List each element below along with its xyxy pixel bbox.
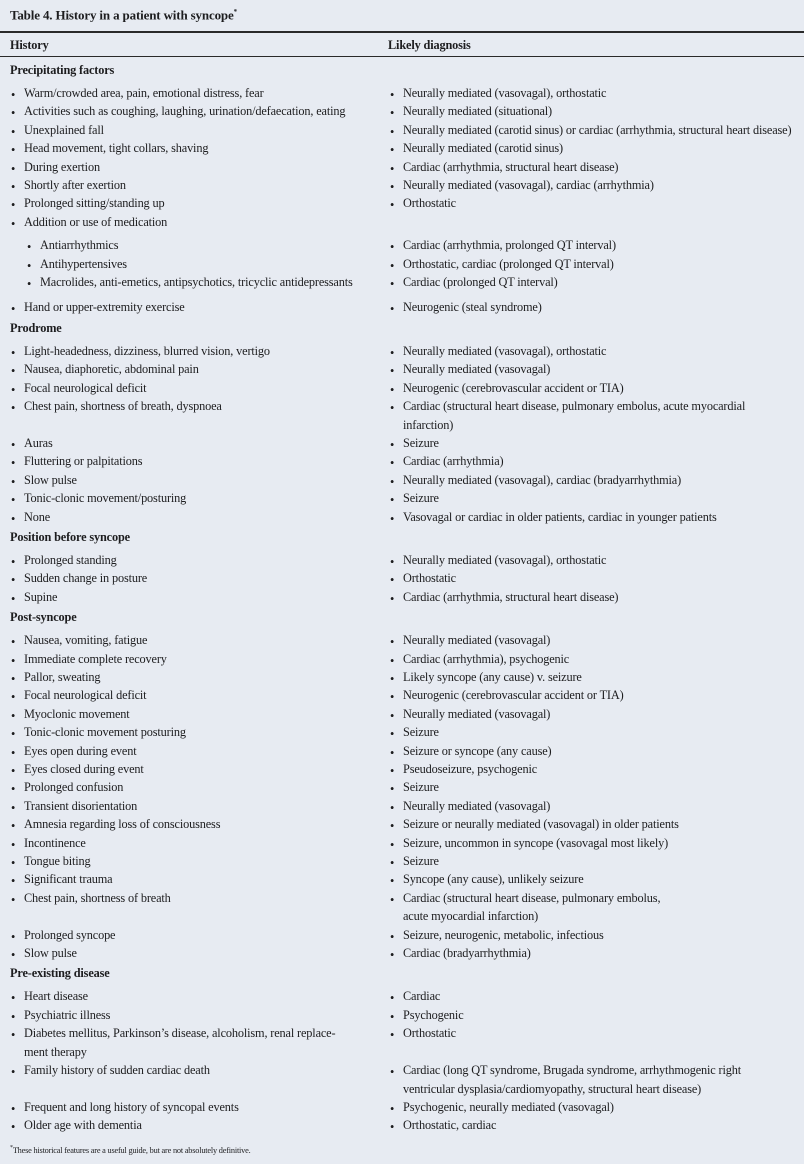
history-cell: • Auras (24, 436, 53, 450)
diagnosis-cell: • Seizure, neurogenic, metabolic, infectious (403, 928, 604, 942)
history-cell: • Prolonged confusion (24, 780, 123, 794)
history-cell: • Transient disorientation (24, 799, 137, 813)
history-cell: • Nausea, diaphoretic, abdominal pain (24, 362, 199, 376)
diagnosis-cell: • Neurally mediated (vasovagal), orthostatic (403, 344, 606, 358)
table-row (0, 434, 804, 452)
table-row (0, 944, 804, 962)
table-row (0, 1024, 804, 1061)
history-cell: • Focal neurological deficit (24, 381, 146, 395)
history-cell: • Incontinence (24, 836, 86, 850)
history-cell: • Older age with dementia (24, 1118, 142, 1132)
section-heading: Pre-existing disease (10, 966, 110, 981)
table-row (0, 158, 804, 176)
history-cell: • Unexplained fall (24, 123, 104, 137)
history-cell: • Tonic-clonic movement/posturing (24, 491, 186, 505)
diagnosis-cell: • Neurogenic (cerebrovascular accident or TIA) (403, 381, 624, 395)
table-row (0, 298, 804, 316)
diagnosis-cell: • Neurally mediated (vasovagal), cardiac (arrhythmia) (403, 178, 654, 192)
table-row (0, 834, 804, 852)
history-cell: • Tonic-clonic movement posturing (24, 725, 186, 739)
diagnosis-cell: • Seizure (403, 854, 439, 868)
table-body (0, 59, 804, 1135)
history-cell: • Prolonged sitting/standing up (24, 196, 164, 210)
diagnosis-cell: • Cardiac (arrhythmia), psychogenic (403, 652, 569, 666)
table-row (0, 987, 804, 1005)
footnote-text: These historical features are a useful guide, but are not absolutely definitive. (12, 1145, 251, 1155)
history-cell: • Eyes open during event (24, 744, 136, 758)
history-cell: • Activities such as coughing, laughing, urination/defaecation, eating (24, 104, 345, 118)
history-cell: • During exertion (24, 160, 100, 174)
diagnosis-cell: • Neurally mediated (carotid sinus) or cardiac (arrhythmia, structural heart disease) (403, 123, 791, 137)
table-row (0, 569, 804, 587)
history-cell: • Slow pulse (24, 473, 77, 487)
table-row (0, 705, 804, 723)
diagnosis-cell: • Cardiac (long QT syndrome, Brugada syndrome, arrhythmogenic right ventricular dysplasia/cardiomyopathy, structural heart disease) (403, 1063, 741, 1095)
history-cell: • Family history of sudden cardiac death (24, 1063, 210, 1077)
history-cell: • Sudden change in posture (24, 571, 147, 585)
diagnosis-cell: • Seizure or syncope (any cause) (403, 744, 551, 758)
diagnosis-cell: • Cardiac (arrhythmia) (403, 454, 503, 468)
history-cell: • Eyes closed during event (24, 762, 144, 776)
diagnosis-cell: • Orthostatic, cardiac (403, 1118, 496, 1132)
column-header-history: History (10, 38, 49, 52)
diagnosis-cell: • Seizure, uncommon in syncope (vasovagal most likely) (403, 836, 668, 850)
history-cell: • Frequent and long history of syncopal events (24, 1100, 239, 1114)
diagnosis-cell: • Pseudoseizure, psychogenic (403, 762, 537, 776)
diagnosis-cell: • Psychogenic (403, 1008, 464, 1022)
history-cell: • Supine (24, 590, 57, 604)
history-cell: • Shortly after exertion (24, 178, 126, 192)
diagnosis-cell: • Cardiac (arrhythmia, structural heart disease) (403, 590, 618, 604)
diagnosis-cell: • Cardiac (arrhythmia, structural heart disease) (403, 160, 618, 174)
diagnosis-cell: • Neurogenic (steal syndrome) (403, 300, 542, 314)
table-row (0, 551, 804, 569)
table-row (0, 84, 804, 102)
table-row (0, 760, 804, 778)
history-cell: • Diabetes mellitus, Parkinson’s disease, alcoholism, renal replace- ment therapy (24, 1026, 335, 1058)
history-cell: • Myoclonic movement (24, 707, 130, 721)
diagnosis-cell: • Seizure (403, 491, 439, 505)
table-row (0, 139, 804, 157)
diagnosis-cell: • Neurally mediated (situational) (403, 104, 552, 118)
diagnosis-cell: • Cardiac (structural heart disease, pulmonary embolus, acute myocardial infarction) (403, 399, 745, 431)
table-row (0, 273, 804, 291)
table-row (0, 686, 804, 704)
diagnosis-cell: • Seizure (403, 725, 439, 739)
history-cell: • Chest pain, shortness of breath, dyspnoea (24, 399, 222, 413)
diagnosis-cell: • Seizure (403, 436, 439, 450)
footnote-marker: * (10, 1145, 13, 1151)
table-row (0, 102, 804, 120)
table-row (0, 588, 804, 606)
history-cell: • Chest pain, shortness of breath (24, 891, 171, 905)
diagnosis-cell: • Orthostatic (403, 571, 456, 585)
table-row (0, 668, 804, 686)
diagnosis-cell: • Neurally mediated (vasovagal), orthostatic (403, 86, 606, 100)
table-row (0, 176, 804, 194)
section-heading: Position before syncope (10, 529, 130, 544)
header-rule (0, 56, 804, 57)
history-cell: • Prolonged syncope (24, 928, 115, 942)
diagnosis-cell: • Neurally mediated (vasovagal) (403, 633, 550, 647)
diagnosis-cell: • Cardiac (bradyarrhythmia) (403, 946, 531, 960)
history-cell: • Fluttering or palpitations (24, 454, 142, 468)
history-cell: • None (24, 510, 50, 524)
table-row (0, 778, 804, 796)
table-row (0, 452, 804, 470)
table-title (10, 2, 237, 25)
diagnosis-cell: • Neurally mediated (vasovagal) (403, 362, 550, 376)
diagnosis-cell: • Syncope (any cause), unlikely seizure (403, 872, 584, 886)
diagnosis-cell: • Vasovagal or cardiac in older patients, cardiac in younger patients (403, 510, 717, 524)
table-row (0, 1098, 804, 1116)
history-cell: • Prolonged standing (24, 553, 117, 567)
diagnosis-cell: • Neurogenic (cerebrovascular accident or TIA) (403, 688, 624, 702)
table-row (0, 379, 804, 397)
title-rule (0, 31, 804, 33)
table-row (0, 889, 804, 926)
history-cell: • Tongue biting (24, 854, 91, 868)
history-cell: • Hand or upper-extremity exercise (24, 300, 185, 314)
diagnosis-cell: • Neurally mediated (vasovagal), orthostatic (403, 553, 606, 567)
column-header-diagnosis: Likely diagnosis (388, 38, 471, 52)
table-row (0, 631, 804, 649)
history-cell: • Significant trauma (24, 872, 112, 886)
table-row (0, 1116, 804, 1134)
diagnosis-cell: • Seizure (403, 780, 439, 794)
diagnosis-cell: • Cardiac (prolonged QT interval) (403, 275, 558, 289)
diagnosis-cell: • Cardiac (arrhythmia, prolonged QT interval) (403, 238, 616, 252)
table-row (0, 236, 804, 254)
diagnosis-cell: • Orthostatic (403, 1026, 456, 1040)
table-row (0, 360, 804, 378)
table-row (0, 650, 804, 668)
history-cell: • Light-headedness, dizziness, blurred vision, vertigo (24, 344, 270, 358)
history-cell: • Amnesia regarding loss of consciousness (24, 817, 220, 831)
diagnosis-cell: • Likely syncope (any cause) v. seizure (403, 670, 582, 684)
table-title-text: Table 4. History in a patient with syncope (10, 7, 234, 23)
history-cell: • Heart disease (24, 989, 88, 1003)
section-heading: Prodrome (10, 320, 62, 335)
diagnosis-cell: • Neurally mediated (carotid sinus) (403, 141, 563, 155)
table-row (0, 508, 804, 526)
footnote-marker: * (233, 8, 237, 16)
history-cell: • Focal neurological deficit (24, 688, 146, 702)
history-cell: • Antihypertensives (40, 257, 127, 271)
table-row (0, 815, 804, 833)
history-cell: • Immediate complete recovery (24, 652, 167, 666)
section-heading: Precipitating factors (10, 63, 115, 77)
table-row (0, 870, 804, 888)
diagnosis-cell: • Orthostatic, cardiac (prolonged QT interval) (403, 257, 614, 271)
footnote (10, 1142, 250, 1157)
history-cell: • Addition or use of medication (24, 215, 167, 229)
diagnosis-cell: • Cardiac (403, 989, 440, 1003)
history-cell: • Nausea, vomiting, fatigue (24, 633, 147, 647)
table-row (0, 194, 804, 212)
table-row (0, 121, 804, 139)
diagnosis-cell: • Neurally mediated (vasovagal) (403, 707, 550, 721)
section-heading: Post-syncope (10, 610, 77, 625)
table-row (0, 723, 804, 741)
table-row (0, 255, 804, 273)
table-row (0, 1061, 804, 1098)
diagnosis-cell: • Cardiac (structural heart disease, pulmonary embolus, acute myocardial infarction) (403, 891, 660, 923)
table-row (0, 342, 804, 360)
table-row (0, 797, 804, 815)
history-cell: • Pallor, sweating (24, 670, 100, 684)
history-cell: • Warm/crowded area, pain, emotional distress, fear (24, 86, 264, 100)
history-cell: • Macrolides, anti-emetics, antipsychotics, tricyclic antidepressants (40, 275, 353, 289)
table-row (0, 489, 804, 507)
diagnosis-cell: • Seizure or neurally mediated (vasovagal) in older patients (403, 817, 679, 831)
table-row (0, 1006, 804, 1024)
table-row (0, 926, 804, 944)
diagnosis-cell: • Orthostatic (403, 196, 456, 210)
diagnosis-cell: • Psychogenic, neurally mediated (vasovagal) (403, 1100, 614, 1114)
table-row (0, 213, 804, 231)
table-row (0, 742, 804, 760)
table-row (0, 397, 804, 434)
diagnosis-cell: • Neurally mediated (vasovagal), cardiac (bradyarrhythmia) (403, 473, 681, 487)
diagnosis-cell: • Neurally mediated (vasovagal) (403, 799, 550, 813)
table-row (0, 852, 804, 870)
history-cell: • Antiarrhythmics (40, 238, 118, 252)
history-cell: • Head movement, tight collars, shaving (24, 141, 208, 155)
table-row (0, 471, 804, 489)
table-header (0, 36, 804, 54)
history-cell: • Psychiatric illness (24, 1008, 110, 1022)
history-cell: • Slow pulse (24, 946, 77, 960)
